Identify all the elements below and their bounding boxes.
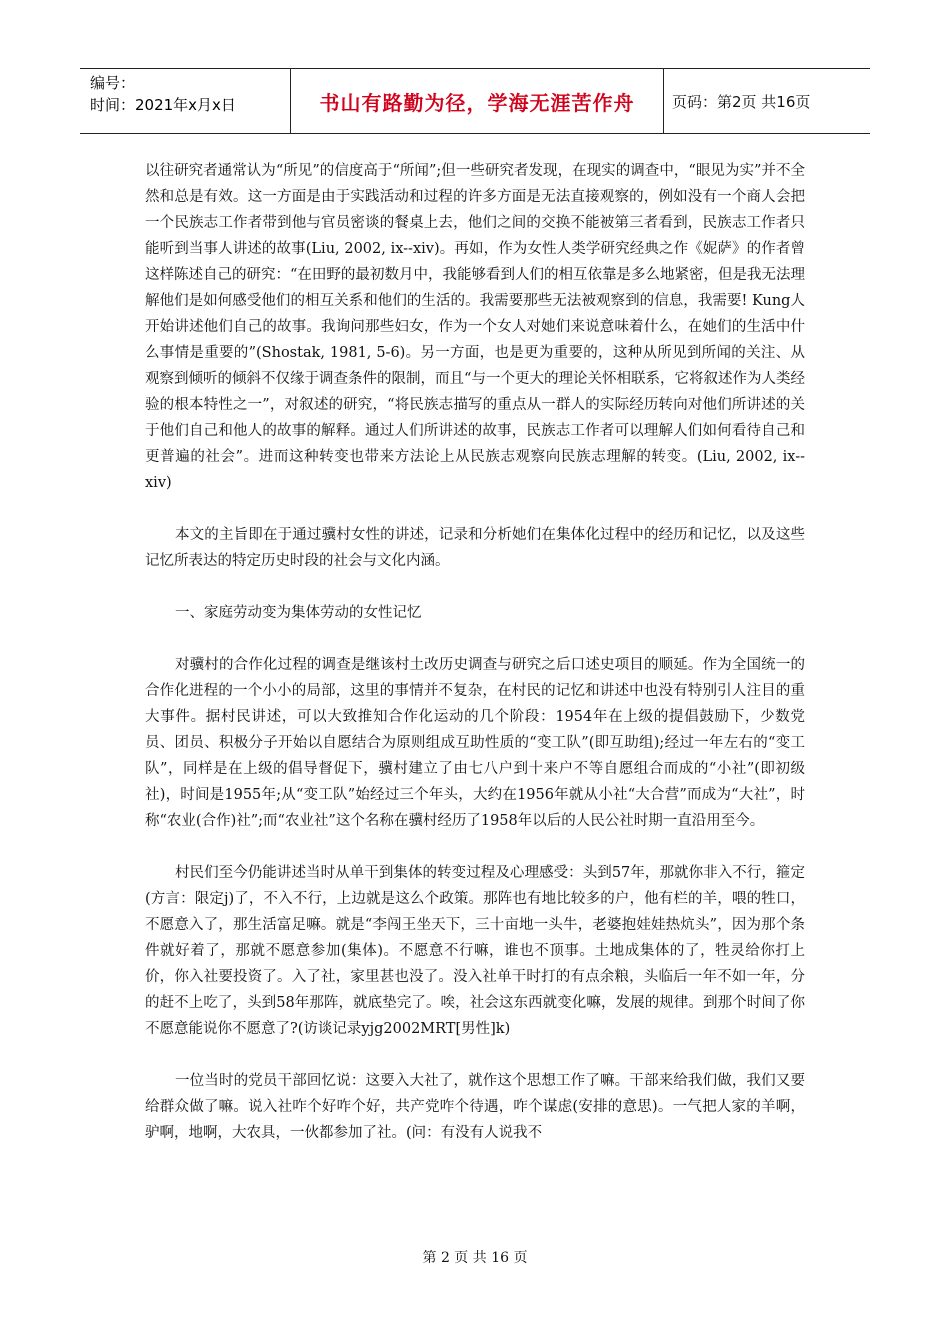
page-footer: 第 2 页 共 16 页 xyxy=(422,1250,528,1266)
header-motto: 书山有路勤为径，学海无涯苦作舟 xyxy=(319,90,635,115)
header-meta xyxy=(80,69,290,133)
section-heading: 一、家庭劳动变为集体劳动的女性记忆 xyxy=(175,605,422,621)
document-date: 时间：2021年x月x日 xyxy=(90,96,236,114)
header-page-info: 页码：第2页 共16页 xyxy=(672,92,811,111)
body-paragraph: 一位当时的党员干部回忆说：这要入大社了，就作这个思想工作了嘛。干部来给我们做，我们又要给群众做了嘛。说入社咋个好咋个好，共产党咋个待遇，咋个谋虑(安排的意思)。一气把人家的羊啊，驴啊，地啊，大农具，一伙都参加了社。(问：有没有人说我不 xyxy=(145,1073,805,1141)
document-body xyxy=(145,158,805,1172)
body-paragraph: 村民们至今仍能讲述当时从单干到集体的转变过程及心理感受：头到57年，那就你非入不行，箍定(方言：限定j)了，不入不行，上边就是这么个政策。那阵也有地比较多的户，他有栏的羊，喂的牲口，不愿意入了，那生活富足嘛。就是“李闯王坐天下，三十亩地一头牛，老婆抱娃娃热炕头”，因为那个条件就好着了，那就不愿意参加(集体)。不愿意不行嘛，谁也不顶事。土地成集体的了，牲灵给你打上价，你入社要投资了。入了社，家里甚也没了。没入社单干时打的有点余粮，头临后一年不如一年，分的赶不上吃了，头到58年那阵，就底垫完了。唉，社会这东西就变化嘛，发展的规律。到那个时间了你不愿意能说你不愿意了?(访谈记录yjg2002MRT[男性]k) xyxy=(145,865,805,1037)
document-number-label: 编号： xyxy=(90,74,136,92)
body-paragraph: 本文的主旨即在于通过骥村女性的讲述，记录和分析她们在集体化过程中的经历和记忆，以及这些记忆所表达的特定历史时段的社会与文化内涵。 xyxy=(145,527,805,569)
header-motto-cell xyxy=(290,69,664,133)
page-header xyxy=(80,68,870,134)
body-paragraph: 对骥村的合作化过程的调查是继该村土改历史调查与研究之后口述史项目的顺延。作为全国统一的合作化进程的一个小小的局部，这里的事情并不复杂，在村民的记忆和讲述中也没有特别引人注目的重大事件。据村民讲述，可以大致推知合作化运动的几个阶段：1954年在上级的提倡鼓励下，少数党员、团员、积极分子开始以自愿结合为原则组成互助性质的“变工队”(即互助组);经过一年左右的“变工队”，同样是在上级的倡导督促下，骥村建立了由七八户到十来户不等自愿组合而成的“小社”(即初级社)，时间是1955年;从“变工队”始经过三个年头，大约在1956年就从小社“大合营”而成为“大社”，时称“农业(合作)社”;而“农业社”这个名称在骥村经历了1958年以后的人民公社时期一直沿用至今。 xyxy=(145,657,805,829)
body-paragraph: 以往研究者通常认为“所见”的信度高于“所闻”;但一些研究者发现，在现实的调查中，“眼见为实”并不全然和总是有效。这一方面是由于实践活动和过程的许多方面是无法直接观察的，例如没有一个商人会把一个民族志工作者带到他与官员密谈的餐桌上去，他们之间的交换不能被第三者看到，民族志工作者只能听到当事人讲述的故事(Liu, 2002, ix--xiv)。再如，作为女性人类学研究经典之作《妮萨》的作者曾这样陈述自己的研究：“在田野的最初数月中，我能够看到人们的相互依靠是多么地紧密，但是我无法理解他们是如何感受他们的相互关系和他们的生活的。我需要那些无法被观察到的信息，我需要! Kung人开始讲述他们自己的故事。我询问那些妇女，作为一个女人对她们来说意味着什么，在她们的生活中什么事情是重要的”(Shostak, 1981, 5-6)。另一方面，也是更为重要的，这种从所见到所闻的关注、从观察到倾听的倾斜不仅缘于调查条件的限制，而且“与一个更大的理论关怀相联系，它将叙述作为人类经验的根本特性之一”，对叙述的研究，“将民族志描写的重点从一群人的实际经历转向对他们所讲述的关于他们自己和他人的故事的解释。通过人们所讲述的故事，民族志工作者可以理解人们如何看待自己和更普遍的社会”。进而这种转变也带来方法论上从民族志观察向民族志理解的转变。(Liu, 2002, ix--xiv) xyxy=(145,163,805,491)
